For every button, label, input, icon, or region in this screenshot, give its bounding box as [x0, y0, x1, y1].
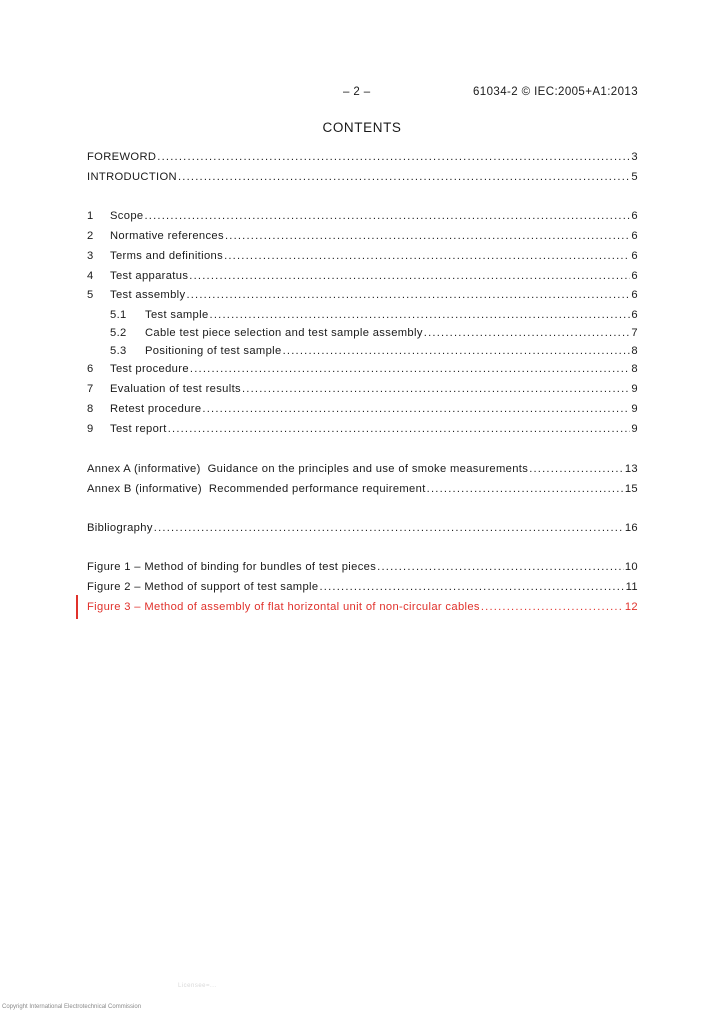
- toc-entry-page: 10: [624, 561, 638, 573]
- toc-entry-number: 2: [87, 230, 94, 242]
- toc-entry-label: INTRODUCTION: [87, 171, 177, 183]
- toc-leader-dots: [224, 248, 630, 264]
- toc-entry-foreword[interactable]: [87, 149, 638, 165]
- toc-entry-number: 5: [87, 289, 94, 301]
- toc-entry-clause-4[interactable]: [87, 268, 638, 284]
- toc-entry-clause-2[interactable]: [87, 228, 638, 244]
- toc-entry-label: Figure 3 – Method of assembly of flat horizontal unit of non-circular cables: [87, 601, 480, 613]
- toc-entry-number: 9: [87, 423, 94, 435]
- toc-entry-page: 6: [631, 210, 638, 222]
- toc-entry-label: Scope: [110, 210, 144, 222]
- toc-entry-page: 9: [631, 403, 638, 415]
- toc-entry-clause-5-3[interactable]: [110, 343, 638, 359]
- toc-entry-figure-1[interactable]: [87, 559, 638, 575]
- toc-entry-page: 16: [624, 522, 638, 534]
- toc-entry-clause-5-2[interactable]: [110, 325, 638, 341]
- toc-entry-number: 5.1: [110, 309, 127, 321]
- toc-entry-annex-b[interactable]: [87, 481, 638, 497]
- toc-entry-label: Cable test piece selection and test sample assembly: [145, 327, 423, 339]
- toc-entry-clause-5-1[interactable]: [110, 307, 638, 323]
- toc-entry-clause-8[interactable]: [87, 401, 638, 417]
- toc-leader-dots: [481, 599, 624, 615]
- toc-leader-dots: [202, 401, 630, 417]
- toc-entry-label: Evaluation of test results: [110, 383, 241, 395]
- toc-entry-page: 6: [631, 250, 638, 262]
- footer-watermark-text: Licensee=...: [178, 983, 217, 989]
- toc-entry-clause-1[interactable]: [87, 208, 638, 224]
- toc-entry-page: 8: [631, 363, 638, 375]
- toc-entry-label: FOREWORD: [87, 151, 157, 163]
- toc-entry-page: 3: [631, 151, 638, 163]
- toc-entry-clause-9[interactable]: [87, 421, 638, 437]
- toc-entry-number: 3: [87, 250, 94, 262]
- toc-leader-dots: [210, 307, 631, 323]
- toc-entry-label: Bibliography: [87, 522, 153, 534]
- toc-entry-number: 4: [87, 270, 94, 282]
- toc-entry-page: 6: [631, 289, 638, 301]
- toc-entry-label: Annex B (informative) Recommended performance requirement: [87, 483, 426, 495]
- toc-entry-page: 6: [631, 230, 638, 242]
- page-header: [0, 86, 724, 102]
- toc-entry-page: 12: [624, 601, 638, 613]
- toc-entry-clause-5[interactable]: [87, 287, 638, 303]
- toc-entry-label: Terms and definitions: [110, 250, 224, 262]
- toc-entry-page: 9: [631, 383, 638, 395]
- toc-leader-dots: [225, 228, 630, 244]
- footer-copyright: Copyright International Electrotechnical Commission: [2, 1004, 142, 1010]
- toc-leader-dots: [319, 579, 624, 595]
- toc-entry-number: 5.2: [110, 327, 127, 339]
- toc-entry-page: 11: [625, 581, 638, 593]
- toc-leader-dots: [186, 287, 630, 303]
- toc-leader-dots: [168, 421, 631, 437]
- toc-leader-dots: [529, 461, 624, 477]
- document-id: 61034-2 © IEC:2005+A1:2013: [473, 86, 638, 98]
- toc-entry-clause-6[interactable]: [87, 361, 638, 377]
- toc-entry-label: Normative references: [110, 230, 224, 242]
- toc-leader-dots: [190, 361, 631, 377]
- toc-leader-dots: [242, 381, 630, 397]
- contents-title: CONTENTS: [322, 120, 402, 135]
- toc-leader-dots: [377, 559, 624, 575]
- toc-entry-label: Test apparatus: [110, 270, 189, 282]
- toc-entry-label: Retest procedure: [110, 403, 202, 415]
- toc-entry-number: 7: [87, 383, 94, 395]
- toc-entry-page: 9: [631, 423, 638, 435]
- toc-entry-number: 6: [87, 363, 94, 375]
- toc-leader-dots: [283, 343, 631, 359]
- toc-entry-label: Test assembly: [110, 289, 186, 301]
- toc-entry-page: 7: [631, 327, 638, 339]
- toc-entry-label: Figure 1 – Method of binding for bundles of test pieces: [87, 561, 377, 573]
- toc-entry-number: 1: [87, 210, 94, 222]
- toc-entry-label: Test sample: [145, 309, 209, 321]
- toc-entry-label: Figure 2 – Method of support of test sample: [87, 581, 319, 593]
- page-number: – 2 –: [343, 86, 371, 98]
- toc-entry-bibliography[interactable]: [87, 520, 638, 536]
- toc-entry-page: 6: [631, 270, 638, 282]
- toc-leader-dots: [144, 208, 630, 224]
- toc-entry-introduction[interactable]: [87, 169, 638, 185]
- toc-entry-number: 8: [87, 403, 94, 415]
- toc-entry-page: 13: [624, 463, 638, 475]
- toc-entry-clause-7[interactable]: [87, 381, 638, 397]
- toc-leader-dots: [427, 481, 624, 497]
- toc-entry-clause-3[interactable]: [87, 248, 638, 264]
- toc-entry-page: 8: [631, 345, 638, 357]
- toc-entry-page: 5: [631, 171, 638, 183]
- toc-entry-label: Annex A (informative) Guidance on the principles and use of smoke measurements: [87, 463, 529, 475]
- toc-entry-label: Test procedure: [110, 363, 189, 375]
- toc-leader-dots: [178, 169, 630, 185]
- toc-entry-page: 15: [624, 483, 638, 495]
- toc-entry-label: Positioning of test sample: [145, 345, 282, 357]
- toc-entry-annex-a[interactable]: [87, 461, 638, 477]
- toc-leader-dots: [157, 149, 630, 165]
- toc-entry-page: 6: [631, 309, 638, 321]
- toc-entry-label: Test report: [110, 423, 167, 435]
- toc-entry-figure-2[interactable]: [87, 579, 638, 595]
- toc-entry-figure-3[interactable]: [87, 599, 638, 615]
- toc-leader-dots: [154, 520, 624, 536]
- toc-entry-number: 5.3: [110, 345, 127, 357]
- toc-leader-dots: [424, 325, 631, 341]
- toc-leader-dots: [189, 268, 630, 284]
- amendment-change-bar: [76, 595, 78, 619]
